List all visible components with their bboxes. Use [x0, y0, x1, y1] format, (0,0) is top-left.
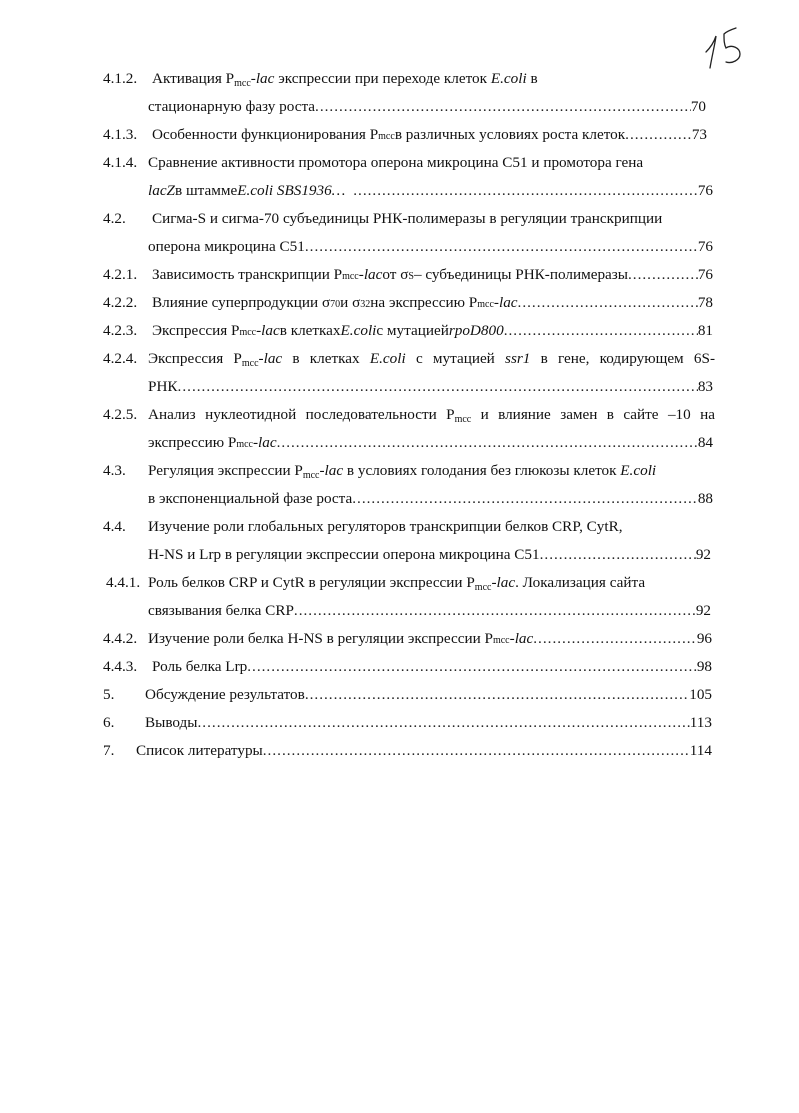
- toc-entry-line: связывания белка CRP ..... 92: [148, 602, 711, 620]
- toc-title: Экспрессия $P_{mcc}$-lac в клетках E.coli с мутацией ssr1 в гене, кодирующем 6S-: [148, 350, 715, 369]
- toc-number: 4.1.2.: [103, 70, 138, 87]
- toc-entry-line: Изучение роли белка H-NS в регуляции экспрессии P mcc - lac ..... 96: [148, 630, 712, 648]
- toc-title: Активация $P_{mcc}$-lac экспрессии при переходе клеток E.coli в: [152, 70, 538, 89]
- toc-number: 4.1.4.: [103, 154, 138, 171]
- toc-page: 105: [689, 686, 712, 703]
- toc-page: 70: [690, 98, 706, 115]
- toc-page: 92: [695, 602, 711, 619]
- toc-entry-line: lacZ в штамме E.coli SBS1936… ..... 76: [148, 182, 713, 200]
- toc-entry-line: Зависимость транскрипции P mcc - lac от σ S – субъединицы РНК-полимеразы ..... 76: [152, 266, 713, 284]
- toc-entry-line: в экспоненциальной фазе роста ..... 88: [148, 490, 713, 508]
- toc-page: 96: [696, 630, 712, 647]
- toc-page: 78: [697, 294, 713, 311]
- toc-entry-line: Обсуждение результатов ..... 105: [145, 686, 712, 704]
- toc-page: 83: [697, 378, 713, 395]
- toc-number: 4.2.: [103, 210, 126, 227]
- toc-number: 4.2.4.: [103, 350, 138, 367]
- toc-number: 4.3.: [103, 462, 126, 479]
- toc-title: Сравнение активности промотора оперона микроцина С51 и промотора гена: [148, 154, 644, 171]
- toc-title: Сигма-S и сигма-70 субъединицы РНК-полимеразы в регуляции транскрипции: [152, 210, 663, 227]
- toc-page: 88: [697, 490, 713, 507]
- toc-page: 92: [695, 546, 711, 563]
- toc-page: 73: [691, 126, 707, 143]
- toc-entry-line: Выводы ..... 113: [145, 714, 712, 732]
- toc-number: 4.4.: [103, 518, 126, 535]
- toc-number: 4.1.3.: [103, 126, 138, 143]
- handwritten-page-number: [700, 22, 760, 70]
- toc-number: 4.4.2.: [103, 630, 138, 647]
- toc-number: 7.: [103, 742, 115, 759]
- toc-entry-line: Роль белка Lrp ..... 98: [152, 658, 712, 676]
- toc-number: 4.2.3.: [103, 322, 138, 339]
- toc-entry-line: экспрессию P mcc - lac ..... 84: [148, 434, 713, 452]
- toc-entry-line: РНК ..... 83: [148, 378, 713, 396]
- toc-title: Роль белков CRP и CytR в регуляции экспрессии $P_{mcc}$-lac. Локализация сайта: [148, 574, 646, 593]
- toc-page: 84: [697, 434, 713, 451]
- toc-title: Анализ нуклеотидной последовательности $P_{mcc}$ и влияние замен в сайте –10 на: [148, 406, 715, 425]
- toc-page: 114: [689, 742, 712, 759]
- toc-number: 4.4.1.: [106, 574, 141, 591]
- toc-page: 76: [697, 238, 713, 255]
- toc-page: 76: [697, 182, 713, 199]
- toc-entry-line: Влияние суперпродукции σ 70 и σ 32 на экспрессию P mcc - lac ..... 78: [152, 294, 713, 312]
- toc-number: 4.4.3.: [103, 658, 138, 675]
- toc-number: 4.2.5.: [103, 406, 138, 423]
- toc-number: 6.: [103, 714, 115, 731]
- toc-title: Регуляция экспрессии $P_{mcc}$-lac в условиях голодания без глюкозы клеток E.coli: [148, 462, 657, 481]
- toc-page: 98: [696, 658, 712, 675]
- toc-entry-line: Особенности функционирования P mcc в различных условиях роста клеток ..... 73: [152, 126, 707, 144]
- toc-number: 5.: [103, 686, 115, 703]
- toc-number: 4.2.1.: [103, 266, 138, 283]
- toc-title: Изучение роли глобальных регуляторов транскрипции белков CRP, CytR,: [148, 518, 623, 535]
- toc-page: 76: [697, 266, 713, 283]
- toc-entry-line: H-NS и Lrp в регуляции экспрессии оперона микроцина С51 ..... 92: [148, 546, 711, 564]
- toc-number: 4.2.2.: [103, 294, 138, 311]
- toc-entry-line: Экспрессия P mcc - lac в клетках E.coli с мутацией rpoD800 ..... 81: [152, 322, 713, 340]
- toc-page: 81: [697, 322, 713, 339]
- toc-page: 113: [689, 714, 712, 731]
- toc-entry-line: оперона микроцина С51 ..... 76: [148, 238, 713, 256]
- toc-entry-line: Список литературы ..... 114: [136, 742, 712, 760]
- toc-entry-line: стационарную фазу роста ..... 70: [148, 98, 706, 116]
